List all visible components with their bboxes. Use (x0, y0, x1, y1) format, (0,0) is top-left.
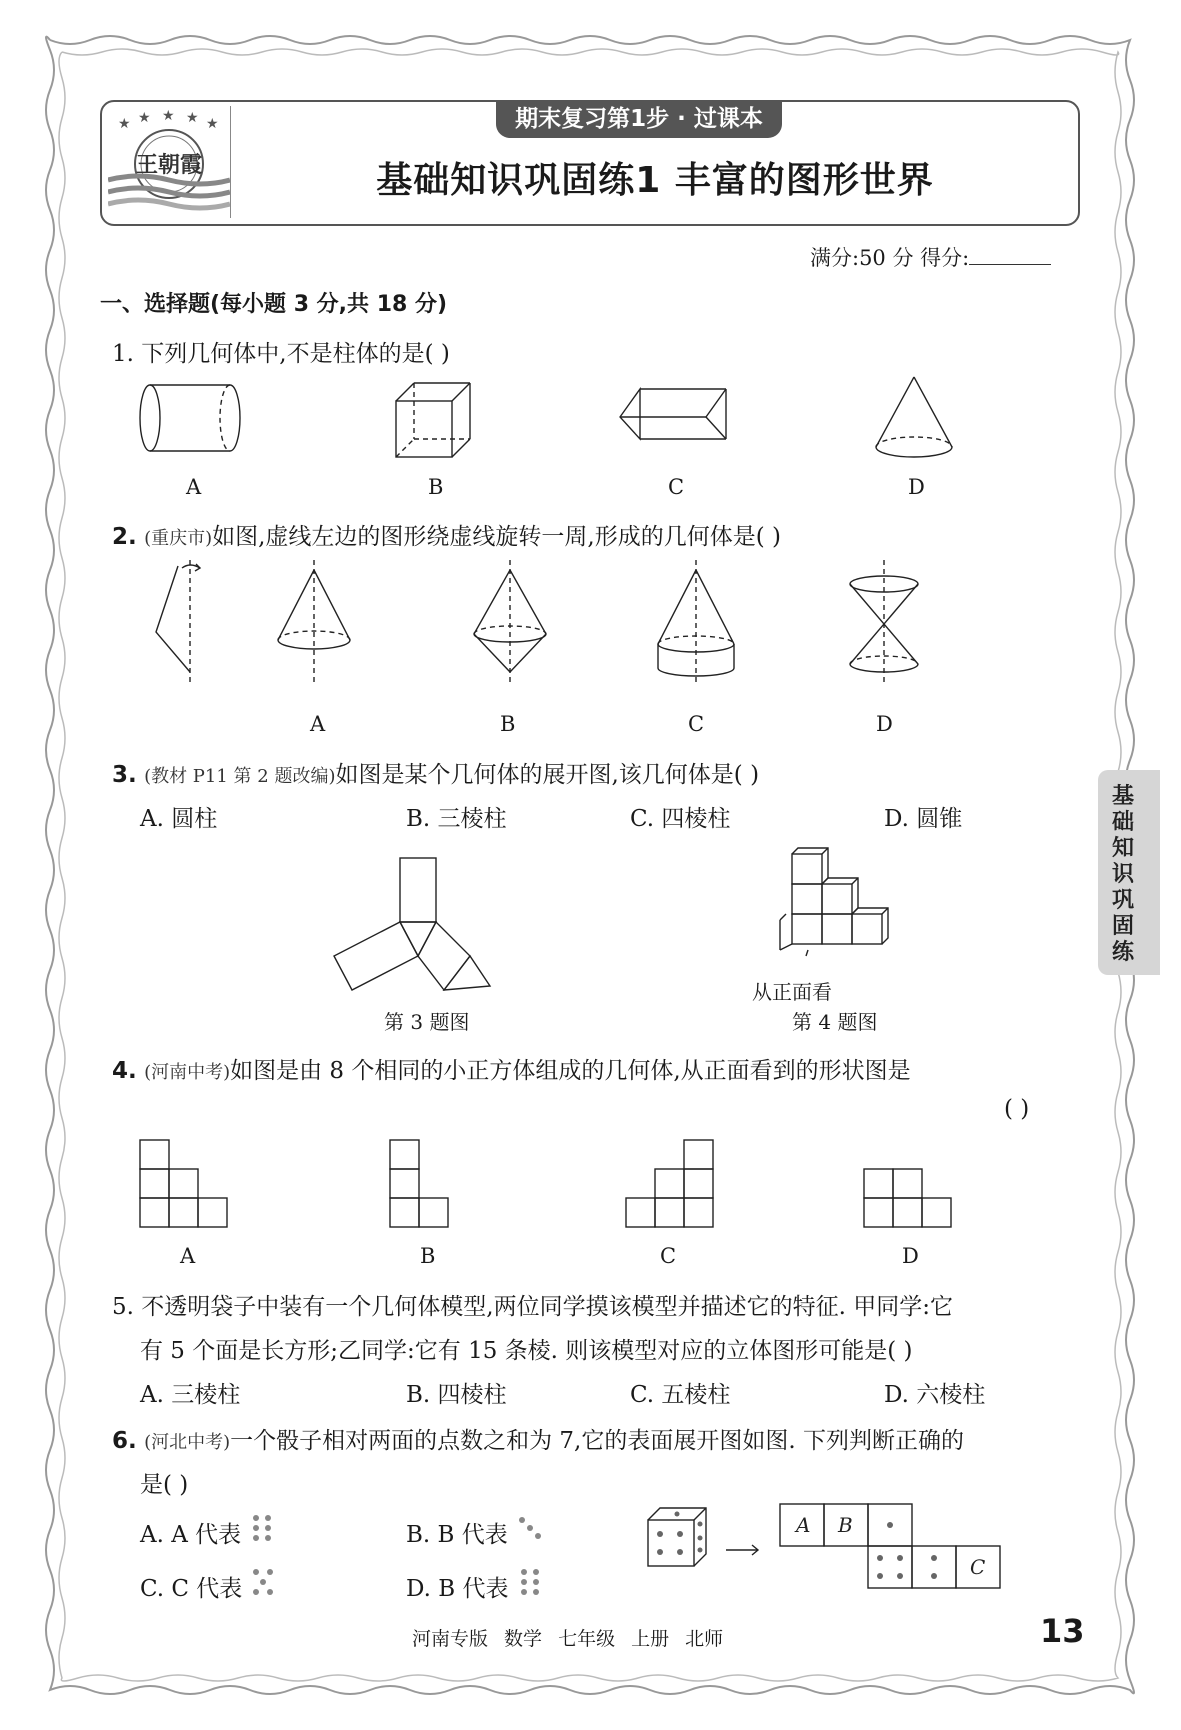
svg-text:★: ★ (118, 116, 131, 132)
q4-option-d (864, 1169, 951, 1227)
q6-option-a (140, 1516, 241, 1549)
q4-label-c: C (660, 1244, 677, 1268)
q1-cone (876, 377, 952, 457)
logo-text: 王朝霞 (135, 152, 203, 178)
q2-option-c (658, 560, 734, 686)
q6-dice-figure (640, 1500, 1010, 1600)
q3-text: 如图是某个几何体的展开图,该几何体是( ) (335, 762, 760, 788)
side-tab-char: 练 (1111, 940, 1134, 965)
score-text: 满分:50 分 得分: (810, 246, 970, 270)
svg-text:★: ★ (206, 116, 219, 132)
q4-source: (河南中考) (144, 1062, 231, 1083)
side-tab (1098, 770, 1160, 975)
q4-solid-figure (780, 846, 900, 958)
q4-label-b: B (420, 1244, 436, 1268)
q1-label-d: D (908, 475, 925, 499)
q6-option-b-text: B. B 代表 (406, 1522, 508, 1548)
q2-label-b: B (500, 712, 516, 736)
die-face-four-icon (253, 1515, 271, 1541)
q2-source: (重庆市) (144, 528, 213, 549)
section-heading: 一、选择题(每小题 3 分,共 18 分) (100, 292, 448, 317)
q5-option-d: D. 六棱柱 (884, 1382, 986, 1408)
q3-net-figure (340, 858, 520, 992)
q5-option-b: B. 四棱柱 (406, 1382, 507, 1408)
die-3d (648, 1508, 706, 1566)
q1-triangular-prism (620, 389, 726, 439)
q4-number: 4. (112, 1058, 137, 1084)
q4-option-b (390, 1140, 448, 1227)
q4-label-a: A (180, 1244, 196, 1268)
q2-option-a (278, 560, 350, 686)
q5-option-a: A. 三棱柱 (140, 1382, 241, 1408)
q3-number: 3. (112, 762, 137, 788)
q4-options-figures (140, 1138, 960, 1232)
side-tab-char: 识 (1111, 862, 1134, 887)
side-tab-char: 知 (1111, 836, 1134, 861)
side-tab-char: 基 (1111, 784, 1134, 809)
q2-text: 如图,虚线左边的图形绕虚线旋转一周,形成的几何体是( ) (212, 524, 781, 550)
q2-label-a: A (310, 712, 326, 736)
q1-label-a: A (186, 475, 202, 499)
q6-text: 一个骰子相对两面的点数之和为 7,它的表面展开图如图. 下列判断正确的 (230, 1428, 964, 1454)
q1-cylinder (140, 385, 240, 451)
arrow-right-icon (726, 1545, 758, 1555)
q3-source: (教材 P11 第 2 题改编) (144, 766, 336, 787)
q2-rotation-shape (156, 560, 200, 686)
q2-option-d (850, 560, 918, 686)
logo (108, 106, 230, 218)
question-4 (112, 1052, 911, 1085)
logo-stars (118, 108, 219, 132)
q5-option-c: C. 五棱柱 (630, 1382, 731, 1408)
q2-number: 2. (112, 524, 137, 550)
q1-label-b: B (428, 475, 444, 499)
fig4-caption: 第 4 题图 (792, 1010, 878, 1034)
page-title: 基础知识巩固练1 丰富的图形世界 (376, 160, 934, 201)
q2-label-c: C (688, 712, 705, 736)
q3-option-d: D. 圆锥 (884, 806, 963, 832)
score-blank (969, 246, 1051, 265)
q6-option-dice (250, 1510, 550, 1620)
question-6-line2: 是( ) (140, 1472, 189, 1498)
side-tab-char: 固 (1111, 914, 1134, 939)
q1-label-c: C (668, 475, 685, 499)
q2-label-d: D (876, 712, 893, 736)
q4-label-d: D (902, 1244, 919, 1268)
net-label-c: C (970, 1555, 986, 1579)
die-face-five-icon (253, 1569, 273, 1595)
q1-cube (396, 383, 470, 457)
fig3-caption: 第 3 题图 (384, 1010, 470, 1034)
q4-answer-paren: ( ) (1004, 1096, 1030, 1122)
q1-figures (130, 375, 1080, 475)
header-tab: 期末复习第1步 · 过课本 (496, 100, 782, 138)
question-5-line2: 有 5 个面是长方形;乙同学:它有 15 条棱. 则该模型对应的立体图形可能是( ) (140, 1338, 913, 1364)
q2-option-b (474, 560, 546, 686)
q4-text: 如图是由 8 个相同的小正方体组成的几何体,从正面看到的形状图是 (230, 1058, 911, 1084)
q6-number: 6. (112, 1428, 137, 1454)
die-face-six-icon (521, 1569, 539, 1595)
front-view-label: 从正面看 (752, 980, 832, 1004)
svg-text:★: ★ (162, 108, 175, 124)
q3-option-a: A. 圆柱 (140, 806, 218, 832)
svg-text:★: ★ (186, 110, 199, 126)
q4-option-a (140, 1140, 227, 1227)
question-5-line1: 5. 不透明袋子中装有一个几何体模型,两位同学摸该模型并描述它的特征. 甲同学:它 (112, 1294, 953, 1320)
die-face-three-icon (519, 1517, 541, 1539)
q2-figures (150, 560, 950, 690)
score-line (810, 242, 1051, 272)
q6-option-a-text: A. A 代表 (140, 1522, 242, 1548)
question-6 (112, 1422, 964, 1455)
svg-text:★: ★ (138, 110, 151, 126)
net-label-b: B (838, 1513, 853, 1537)
q6-option-c (140, 1570, 242, 1603)
q3-option-b: B. 三棱柱 (406, 806, 507, 832)
question-1: 1. 下列几何体中,不是柱体的是( ) (112, 341, 450, 367)
q4-option-c (626, 1140, 713, 1227)
net-label-a: A (796, 1513, 811, 1537)
page-number: 13 (1040, 1612, 1085, 1650)
side-tab-char: 础 (1111, 810, 1134, 835)
q6-source: (河北中考) (144, 1432, 231, 1453)
q6-option-c-text: C. C 代表 (140, 1576, 243, 1602)
q3-option-c: C. 四棱柱 (630, 806, 731, 832)
question-2 (112, 518, 781, 551)
question-3 (112, 756, 759, 789)
side-tab-char: 巩 (1111, 888, 1134, 913)
footer-text: 河南专版 数学 七年级 上册 北师 (412, 1628, 724, 1650)
die-net (780, 1504, 1000, 1588)
q6-option-d-text: D. B 代表 (406, 1576, 509, 1602)
